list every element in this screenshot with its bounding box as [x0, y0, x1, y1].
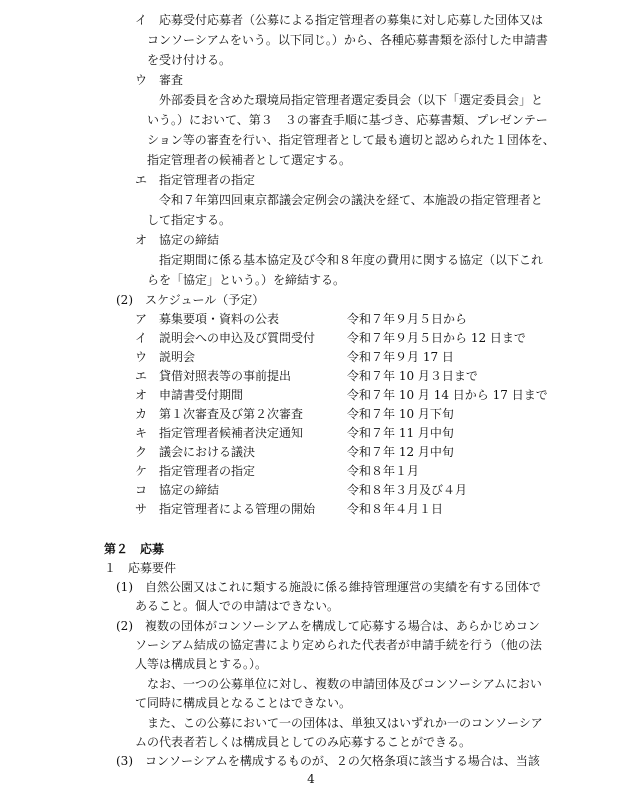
schedule-item-date: 令和７年 12 月中旬 [347, 445, 454, 459]
paragraph-2-line-5: て同時に構成員となることはできない。 [135, 696, 352, 710]
schedule-item-label: エ 貸借対照表等の事前提出 [135, 369, 292, 383]
item-u-line-1: 外部委員を含めた環境局指定管理者選定委員会（以下「選定委員会」と [159, 93, 544, 107]
paragraph-1-line-1: (1) 自然公園又はこれに類する施設に係る維持管理運営の実績を有する団体で [116, 580, 542, 594]
paragraph-2-line-7: ムの代表者若しくは構成員としてのみ応募することができる。 [135, 735, 472, 749]
item-u-heading: ウ 審査 [135, 73, 184, 87]
item-u-line-2: いう。）において、第３ ３の審査手順に基づき、応募書類、プレゼンテー [147, 113, 548, 127]
paragraph-2-line-1: (2) 複数の団体がコンソーシアムを構成して応募する場合は、あらかじめコン [116, 619, 540, 633]
schedule-item-label: イ 説明会への申込及び質問受付 [135, 331, 316, 345]
schedule-item-label: カ 第１次審査及び第２次審査 [135, 407, 304, 421]
item-o-line-2: らを「協定」という。）を締結する。 [147, 273, 346, 287]
schedule-item-label: ウ 説明会 [135, 350, 196, 364]
schedule-item-label: ケ 指定管理者の指定 [135, 464, 256, 478]
schedule-item-label: ア 募集要項・資料の公表 [135, 312, 280, 326]
schedule-item-date: 令和７年９月 17 日 [347, 350, 454, 364]
item-e-heading: エ 指定管理者の指定 [135, 173, 256, 187]
item-e-line-2: して指定する。 [147, 213, 232, 227]
schedule-item-date: 令和７年 10 月３日まで [347, 369, 478, 383]
item-o-line-1: 指定期間に係る基本協定及び令和８年度の費用に関する協定（以下これ [159, 253, 544, 267]
schedule-item-date: 令和７年９月５日から [347, 312, 468, 326]
item-o-heading: オ 協定の締結 [135, 233, 220, 247]
schedule-item-label: サ 指定管理者による管理の開始 [135, 502, 316, 516]
schedule-item-date: 令和７年 11 月中旬 [347, 426, 454, 440]
paragraph-1-line-2: あること。個人での申請はできない。 [135, 599, 340, 613]
subsection-heading: １ 応募要件 [104, 561, 177, 575]
paragraph-2-line-4: なお、一つの公募単位に対し、複数の申請団体及びコンソーシアムにおい [147, 677, 542, 691]
schedule-item-date: 令和７年 10 月下旬 [347, 407, 454, 421]
paragraph-2-line-3: 人等は構成員とする。）。 [135, 657, 268, 671]
paragraph-3-line-1: (3) コンソーシアムを構成するものが、２の欠格条項に該当する場合は、当該 [116, 754, 540, 768]
item-i-line-2: コンソーシアムをいう。以下同じ。）から、各種応募書類を添付した申請書 [147, 33, 548, 47]
paragraph-2-line-6: また、この公募において一の団体は、単独又はいずれか一のコンソーシア [147, 716, 543, 730]
page-number: 4 [307, 772, 315, 786]
schedule-item-date: 令和７年 10 月 14 日から 17 日まで [347, 388, 548, 402]
schedule-item-date: 令和８年４月１日 [347, 502, 444, 516]
schedule-item-label: キ 指定管理者候補者決定通知 [135, 426, 304, 440]
item-i-line-1: イ 応募受付応募者（公募による指定管理者の募集に対し応募した団体又は [135, 13, 544, 27]
item-i-line-3: を受け付ける。 [147, 53, 232, 67]
section-heading: 第２ 応募 [104, 542, 165, 556]
schedule-item-date: 令和８年１月 [347, 464, 420, 478]
item-u-line-3: ション等の審査を行い、指定管理者として最も適切と認められた１団体を、 [147, 133, 555, 147]
item-u-line-4: 指定管理者の候補者として選定する。 [147, 153, 352, 167]
item-e-line-1: 令和７年第四回東京都議会定例会の議決を経て、本施設の指定管理者と [159, 193, 543, 207]
schedule-item-label: コ 協定の締結 [135, 483, 220, 497]
paragraph-2-line-2: ソーシアム結成の協定書により定められた代表者が申請手続を行う（他の法 [135, 638, 542, 652]
schedule-heading: (2) スケジュール（予定） [116, 293, 265, 307]
schedule-item-date: 令和８年３月及び４月 [347, 483, 468, 497]
schedule-item-date: 令和７年９月５日から 12 日まで [347, 331, 526, 345]
schedule-item-label: オ 申請書受付期間 [135, 388, 244, 402]
schedule-item-label: ク 議会における議決 [135, 445, 256, 459]
